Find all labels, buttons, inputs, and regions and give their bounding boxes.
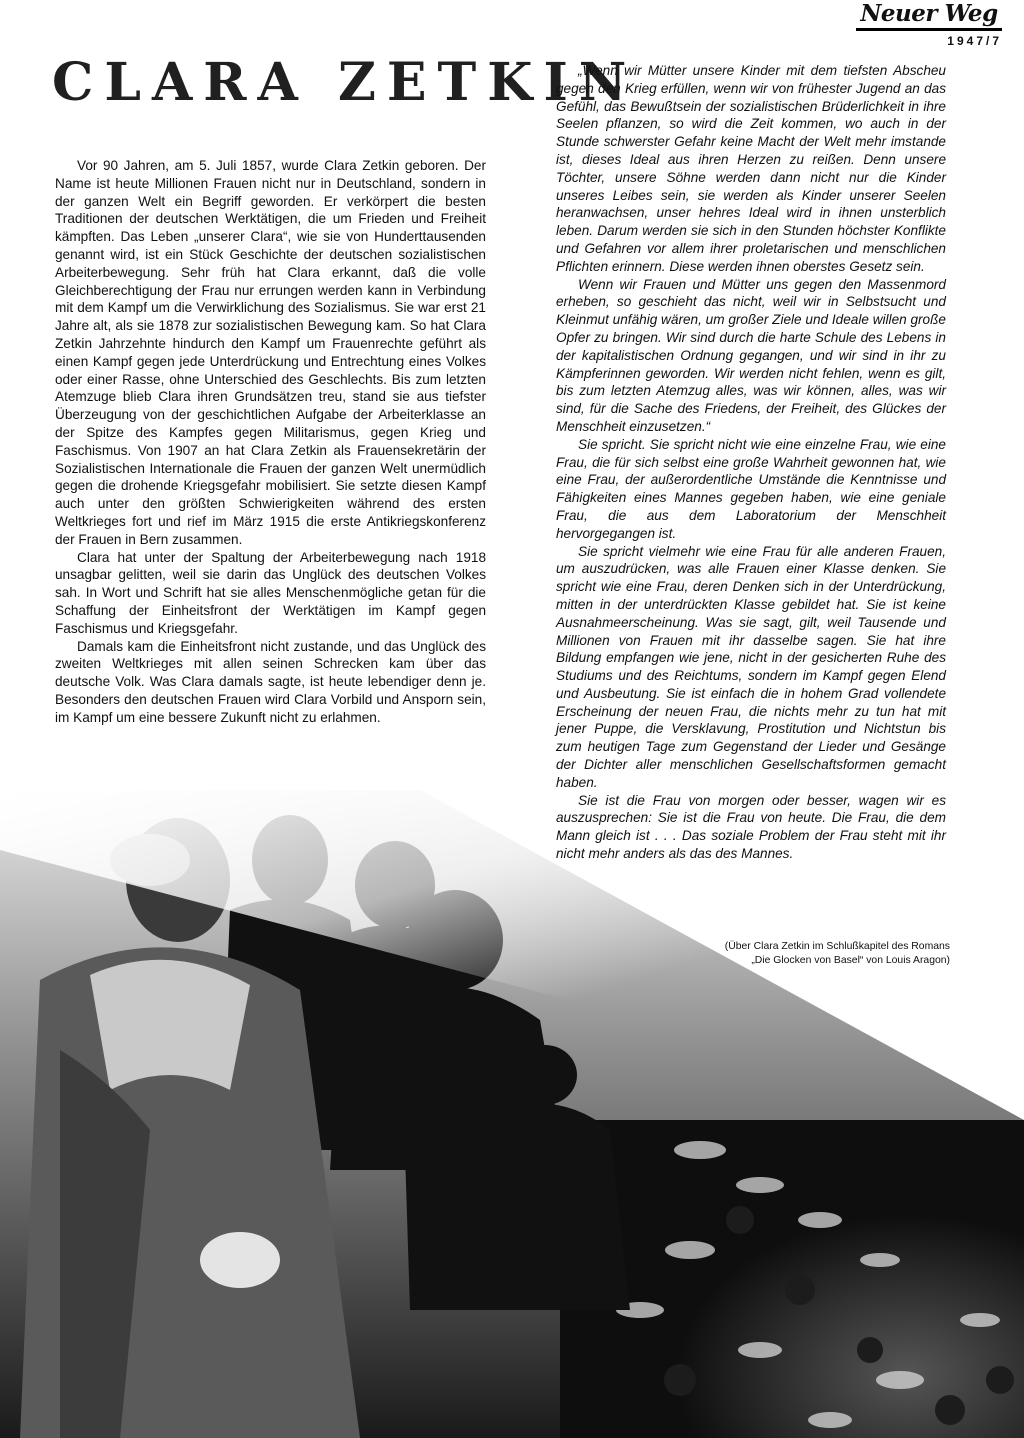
left-paragraph-2: Clara hat unter der Spaltung der Arbeiterbewegung nach 1918 unsagbar gelitten, weil sie darin das Unglück des deutschen Volkes sah. In Wort und Schrift hat sie alles Menschenmögliche getan für die Schaffung der Einheitsfront der Werktätigen im Kampf gegen Faschismus und Kriegsgefahr. bbox=[55, 549, 486, 636]
right-paragraph-2: Wenn wir Frauen und Mütter uns gegen den Massenmord erheben, so geschieht das nicht, weil wir in Selbstsucht und Kleinmut unfähig wären, um großer Ziele und Ideale willen große Opfer zu bringen. Wir sind durch die harte Schule des Lebens in der kapitalistischen Ordnung gegangen, und wir sind in ihr zu Kämpferinnen geworden. Wir werden nicht fehlen, wenn es gilt, bis zum letzten Atemzug alles, was wir können, alles, was wir sind, für die Sache des Friedens, der Freiheit, des Glückes der Menschheit einzusetzen.“ bbox=[556, 276, 946, 434]
photo-clara-zetkin-crowd bbox=[0, 790, 1024, 1438]
right-paragraph-1: „Wenn wir Mütter unsere Kinder mit dem tiefsten Abscheu gegen den Krieg erfüllen, wenn wir von frühester Jugend an das Gefühl, das Bewußtsein der sozialistischen Brüderlichkeit in ihre Seelen pflanzen, so wird die Zeit kommen, wo auch in der Stunde schwerster Gefahr keine Macht der Welt mehr imstande ist, dieses Ideal aus ihren Herzen zu reißen. Denn unsere Töchter, unsere Söhne werden dann nicht nur die Kinder unseres Leibes sein, sie werden als Kinder unserer Seelen heranwachsen, unser hehres Ideal wird in ihnen unsterblich leben. Darum werden sie sich in den Stunden höchster Konflikte und Gefahren vor allem ihrer proletarischen und menschlichen Pflichten erinnern. Diese werden ihnen oberstes Gesetz sein. bbox=[556, 63, 946, 274]
left-column bbox=[55, 157, 486, 727]
attribution-line-1: (Über Clara Zetkin im Schlußkapitel des Romans bbox=[724, 941, 950, 952]
source-attribution bbox=[640, 940, 950, 968]
issue-number: 1947/7 bbox=[947, 34, 1002, 48]
left-paragraph-1: Vor 90 Jahren, am 5. Juli 1857, wurde Clara Zetkin geboren. Der Name ist heute Millionen Frauen nicht nur in Deutschland, sondern in der ganzen Welt ein Begriff geworden. Er verkörpert die besten Traditionen der deutschen Werktätigen, die um Frieden und Freiheit kämpften. Das Leben „unserer Clara“, wie sie von Hunderttausenden genannt wird, ist ein Stück Geschichte der deutschen sozialistischen Arbeiterbewegung. Sehr früh hat Clara erkannt, daß die volle Gleichberechtigung der Frau nur errungen werden kann in Verbindung mit dem Kampf um die Verwirklichung des Sozialismus. Sie war erst 21 Jahre alt, als sie 1878 zur sozialistischen Bewegung kam. So hat Clara Zetkin Jahrzehnte hindurch den Kampf um Frauenrechte geführt als einen Kampf gegen jede Unterdrückung und Entrechtung eines Volkes oder einer Rasse, ohne Unterschied des Geschlechts. Bis zum letzten Atemzuge blieb Clara ihren Grundsätzen treu, stand sie aus tiefster Überzeugung von der geschichtlichen Aufgabe der Arbeiterklasse an der Spitze des Kampfes gegen Militarismus, gegen Krieg und Faschismus. Von 1907 an hat Clara Zetkin als Frauensekretärin der Sozialistischen Internationale die Frauen der ganzen Welt unermüdlich gegen die drohende Kriegsgefahr mobilisiert. Sie setzte diesen Kampf auch unter den größten Schwierigkeiten während des ersten Weltkrieges fort und rief im März 1915 die erste Antikriegskonferenz der Frauen in Bern zusammen. bbox=[55, 158, 486, 547]
masthead-logo: Neuer Weg bbox=[856, 2, 1002, 31]
right-column-quote bbox=[556, 62, 946, 863]
right-paragraph-3: Sie spricht. Sie spricht nicht wie eine einzelne Frau, wie eine Frau, die für sich selbst eine große Wahrheit gewonnen hat, wie eine Frau, der außerordentliche Umstände die Kenntnisse und Fähigkeiten eines Mannes gegeben haben, wie eine geniale Frau, die aus dem Laboratorium der Menschheit hervorgegangen ist. bbox=[556, 436, 946, 541]
masthead bbox=[856, 2, 1002, 48]
right-paragraph-5: Sie ist die Frau von morgen oder besser, wagen wir es auszusprechen: Sie ist die Frau von heute. Die Frau, die dem Mann gleich ist . . . Das soziale Problem der Frau steht mit ihr nicht mehr anders als das des Mannes. bbox=[556, 792, 946, 862]
article-title: CLARA ZETKIN bbox=[52, 52, 638, 113]
left-paragraph-3: Damals kam die Einheitsfront nicht zustande, und das Unglück des zweiten Weltkrieges mit allen seinen Schrecken kam über das deutsche Volk. Was Clara damals sagte, ist heute lebendiger denn je. Besonders den deutschen Frauen wird Clara Vorbild und Ansporn sein, im Kampf um eine bessere Zukunft nicht zu erlahmen. bbox=[55, 638, 486, 725]
attribution-line-2: „Die Glocken von Basel“ von Louis Aragon) bbox=[751, 955, 950, 966]
right-paragraph-4: Sie spricht vielmehr wie eine Frau für alle anderen Frauen, um auszudrücken, was alle Frauen einer Klasse denken. Sie spricht wie eine Frau, deren Denken sich in der Unterdrückung, mitten in der unterdrückten Klasse gebildet hat. Sie ist keine Ausnahmeerscheinung. Was sie sagt, gilt, weil Tausende und Millionen von Frauen mit ihr dasselbe sagen. Sie hat ihre Bildung empfangen wie jene, nicht in der gesicherten Ruhe des Studiums und des Reichtums, sondern im Kampf gegen Elend und Ausbeutung. Sie ist einfach die in hohem Grad vollendete Erscheinung der neuen Frau, die nichts mehr zu tun hat mit jener Puppe, die Versklavung, Prostitution und Nichtstun bis zum heutigen Tage zum Gegenstand der Lieder und Gesänge der Dichter aller menschlichen Gesellschaftsformen gemacht haben. bbox=[556, 543, 946, 790]
photo-svg bbox=[0, 790, 1024, 1438]
